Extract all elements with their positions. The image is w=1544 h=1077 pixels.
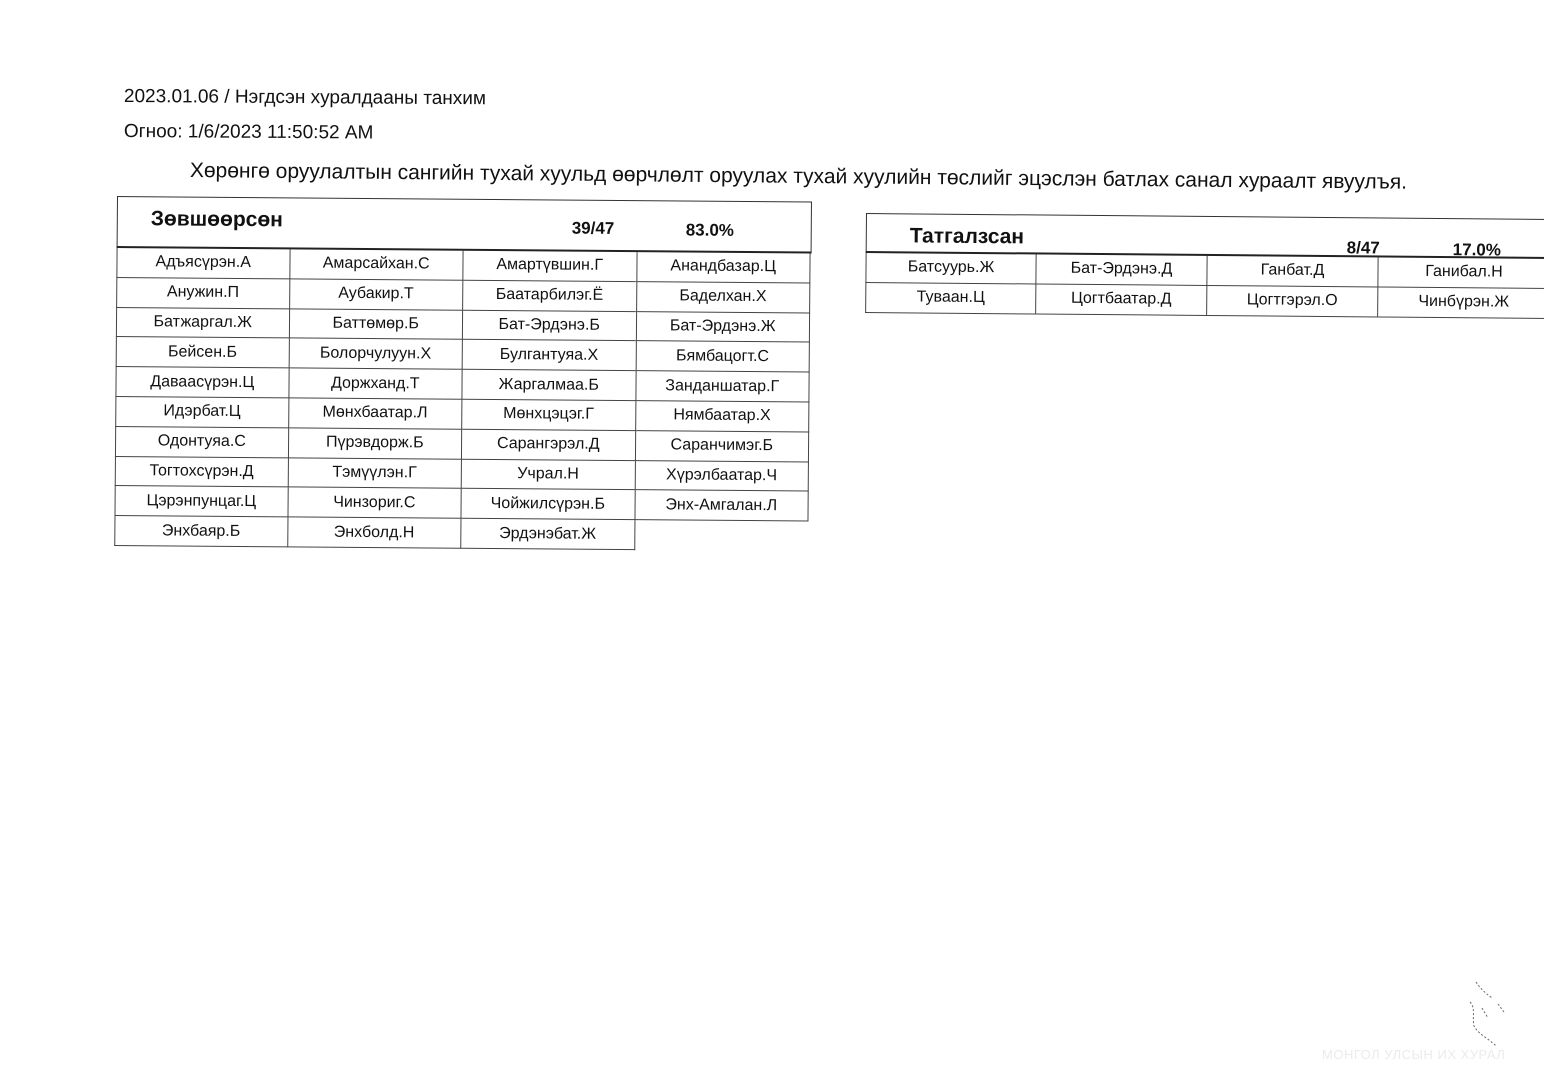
member-name-cell: Мөнхбаатар.Л xyxy=(289,398,463,429)
member-name-cell: Бат-Эрдэнэ.Ж xyxy=(636,312,810,343)
member-name-cell: Бат-Эрдэнэ.Б xyxy=(463,310,637,341)
member-name-cell: Амарсайхан.С xyxy=(290,249,464,280)
member-name-cell: Сарангэрэл.Д xyxy=(462,429,636,460)
approved-label: Зөвшөөрсөн xyxy=(150,207,283,232)
member-name-cell: Занданшатар.Г xyxy=(636,371,810,402)
member-name-cell: Адъясүрэн.А xyxy=(116,248,290,279)
member-name-cell: Бат-Эрдэнэ.Д xyxy=(1036,254,1207,285)
member-name-cell: Туваан.Ц xyxy=(865,283,1036,314)
member-name-cell: Цогтбаатар.Д xyxy=(1036,284,1207,315)
approved-count: 39/47 xyxy=(571,218,615,238)
member-name-cell: Чинбүрэн.Ж xyxy=(1378,287,1544,318)
member-name-cell: Цогтгэрэл.О xyxy=(1207,286,1378,317)
member-name-cell: Тэмүүлэн.Г xyxy=(288,458,462,489)
member-name-cell: Баделхан.Х xyxy=(637,282,811,313)
signature-mark xyxy=(1462,978,1512,1058)
member-name-cell: Баатарбилэг.Ё xyxy=(463,281,637,312)
approved-names-grid xyxy=(114,248,811,551)
member-name-cell: Батжаргал.Ж xyxy=(116,308,290,339)
session-date-location: 2023.01.06 / Нэгдсэн хуралдааны танхим xyxy=(123,86,487,110)
member-name-cell: Амартүвшин.Г xyxy=(463,251,637,282)
rejected-count: 8/47 xyxy=(1346,238,1380,258)
member-name-cell: Энхбаяр.Б xyxy=(114,516,288,547)
member-name-cell: Баттөмөр.Б xyxy=(289,309,463,340)
vote-timestamp: Огноо: 1/6/2023 11:50:52 AM xyxy=(123,121,374,144)
member-name-cell: Саранчимэг.Б xyxy=(635,431,809,462)
member-name-cell: Анандбазар.Ц xyxy=(637,252,811,283)
approved-votes-table xyxy=(114,196,812,551)
member-name-cell: Ганибал.Н xyxy=(1378,257,1544,288)
member-name-cell: Цэрэнпунцаг.Ц xyxy=(114,486,288,517)
approved-header xyxy=(117,196,812,253)
rejected-header xyxy=(866,213,1544,259)
member-name-cell: Пүрэвдорж.Б xyxy=(288,428,462,459)
member-name-cell: Болорчулуун.Х xyxy=(289,339,463,370)
member-name-cell: Мөнхцэцэг.Г xyxy=(462,400,636,431)
member-name-cell: Булгантуяа.Х xyxy=(463,340,637,371)
member-name-cell: Хүрэлбаатар.Ч xyxy=(635,461,809,492)
rejected-names-grid xyxy=(865,253,1544,319)
member-name-cell: Энхболд.Н xyxy=(288,518,462,549)
member-name-cell: Эрдэнэбат.Ж xyxy=(461,519,635,550)
member-name-cell: Бейсен.Б xyxy=(116,337,290,368)
rejected-percent: 17.0% xyxy=(1452,240,1501,260)
member-name-cell: Доржханд.Т xyxy=(289,369,463,400)
member-name-cell: Аубакир.Т xyxy=(290,279,464,310)
member-name-cell: Идэрбат.Ц xyxy=(115,397,289,428)
member-name-cell: Ганбат.Д xyxy=(1207,256,1378,287)
approved-percent: 83.0% xyxy=(685,220,735,240)
member-name-cell: Чойжилсүрэн.Б xyxy=(461,489,635,520)
member-name-cell: Энх-Амгалан.Л xyxy=(635,490,809,521)
member-name-cell: Одонтуяа.С xyxy=(115,427,289,458)
member-name-cell: Анужин.П xyxy=(116,278,290,309)
member-name-cell: Жаргалмаа.Б xyxy=(462,370,636,401)
member-name-cell: Нямбаатар.Х xyxy=(636,401,810,432)
member-name-cell: Бямбацогт.С xyxy=(636,341,810,372)
rejected-votes-table xyxy=(865,213,1544,319)
member-name-cell: Учрал.Н xyxy=(462,459,636,490)
member-name-cell: Даваасүрэн.Ц xyxy=(115,367,289,398)
member-name-cell: Батсуурь.Ж xyxy=(865,253,1036,284)
member-name-cell: Тогтохсүрэн.Д xyxy=(115,457,289,488)
motion-title: Хөрөнгө оруулалтын сангийн тухай хуульд өөрчлөлт оруулах тухай хуулийн төслийг эцэслэн батлах санал хураалт явуулъя. xyxy=(189,159,1408,194)
parliament-watermark: МОНГОЛ УЛСЫН ИХ ХУРАЛ xyxy=(1322,1047,1506,1062)
rejected-label: Татгалзсан xyxy=(909,224,1025,249)
member-name-cell: Чинзориг.С xyxy=(288,488,462,519)
